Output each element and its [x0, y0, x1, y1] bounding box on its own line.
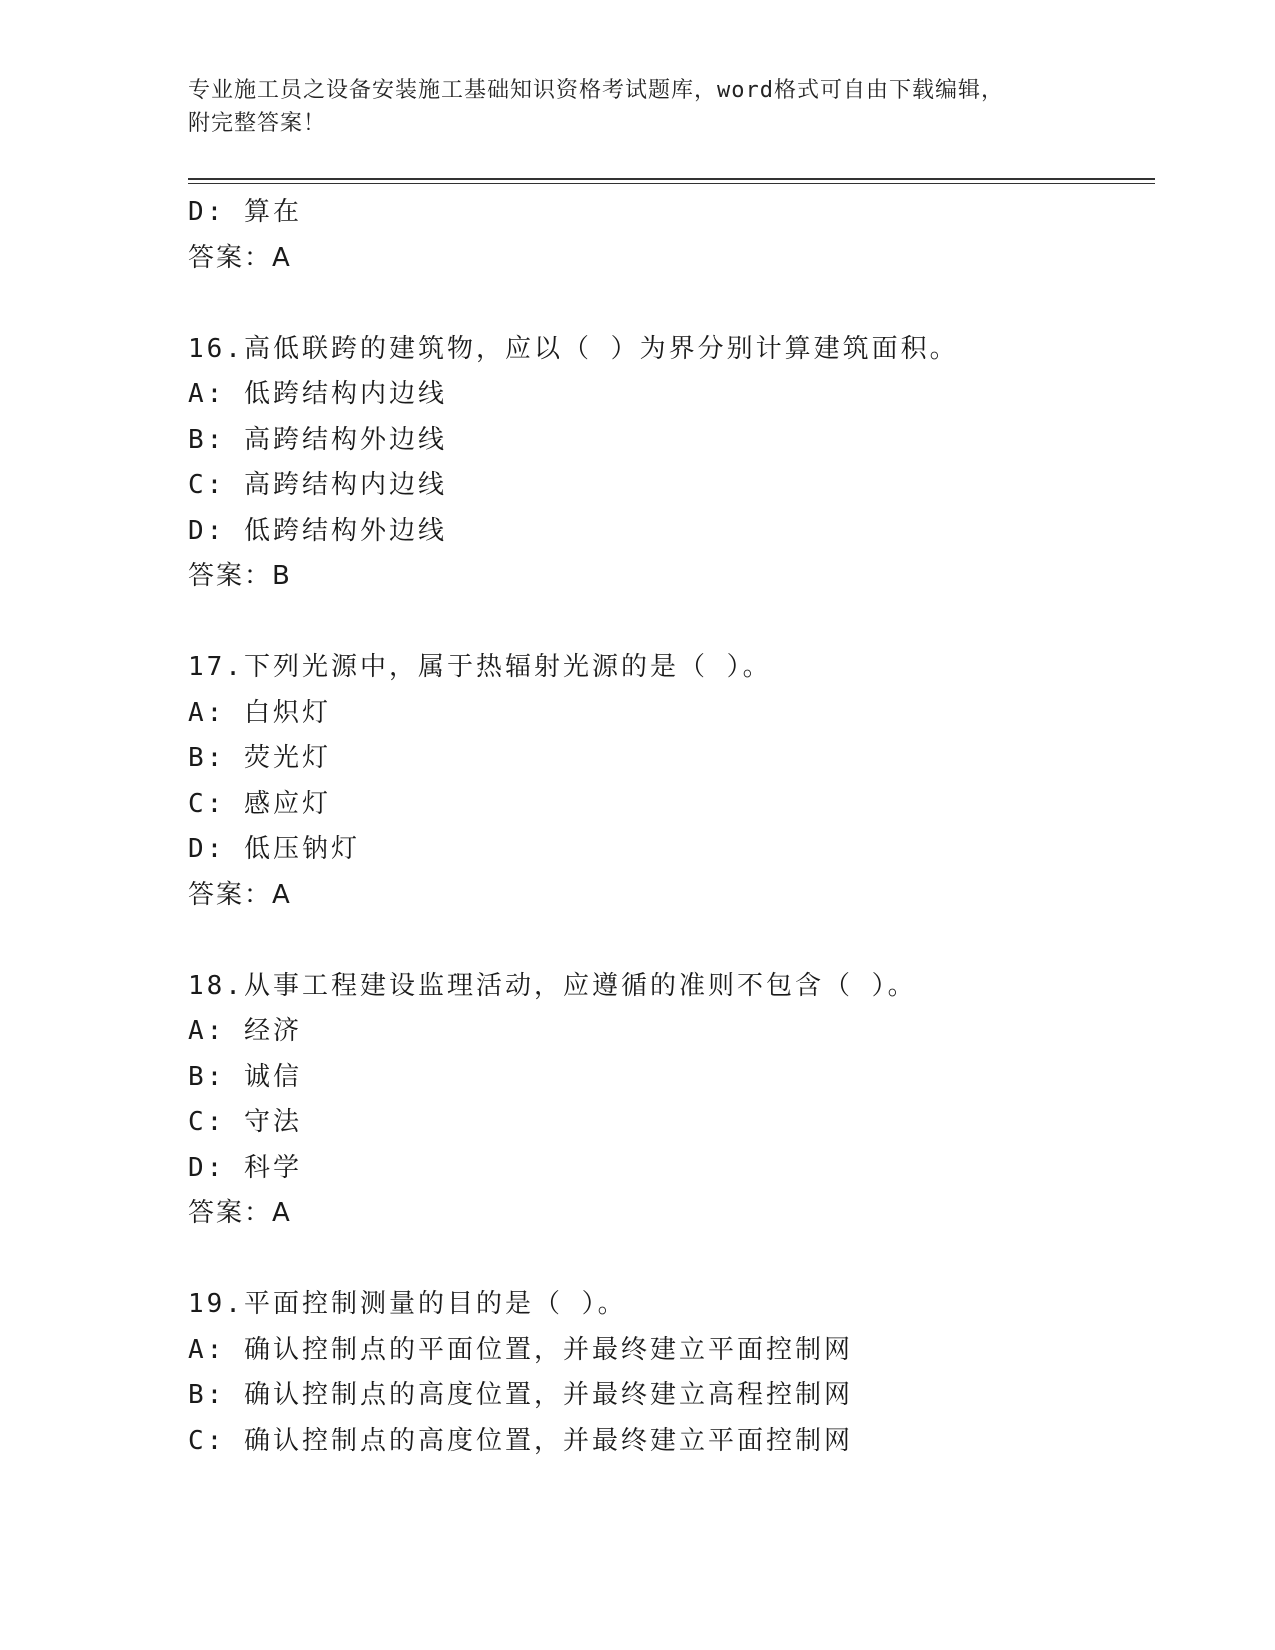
option-c: C: 感应灯: [188, 788, 331, 819]
prev-option-d: D: 算在: [188, 197, 302, 227]
option-b: B: 高跨结构外边线: [188, 424, 447, 455]
question-stem: 17.下列光源中，属于热辐射光源的是（ ）。: [188, 652, 772, 682]
option-c: C: 确认控制点的高度位置，并最终建立平面控制网: [188, 1425, 853, 1456]
option-a: A: 低跨结构内边线: [188, 379, 447, 409]
option-b: B: 荧光灯: [188, 743, 331, 773]
option-d: D: 低压钠灯: [188, 834, 360, 864]
question-stem: 19.平面控制测量的目的是（ ）。: [188, 1289, 627, 1319]
question-stem: 16.高低联跨的建筑物，应以（ ）为界分别计算建筑面积。: [188, 333, 959, 364]
prev-answer: 答案：A: [188, 242, 292, 273]
header-rule-thick: [188, 178, 1155, 180]
option-c: C: 守法: [188, 1107, 302, 1137]
spacer: [188, 600, 1148, 646]
question-list: [188, 190, 1148, 1464]
question-stem: 18.从事工程建设监理活动，应遵循的准则不包含（ ）。: [188, 970, 917, 1001]
spacer: [188, 918, 1148, 964]
question-16: [188, 327, 1148, 600]
question-17: [188, 645, 1148, 918]
option-c: C: 高跨结构内边线: [188, 470, 447, 500]
header-rule-thin: [188, 183, 1155, 184]
answer: 答案：A: [188, 1198, 292, 1228]
option-a: A: 经济: [188, 1016, 302, 1046]
option-b: B: 诚信: [188, 1061, 302, 1092]
answer: 答案：A: [188, 879, 292, 910]
option-d: D: 科学: [188, 1152, 302, 1183]
option-a: A: 确认控制点的平面位置，并最终建立平面控制网: [188, 1334, 853, 1365]
option-b: B: 确认控制点的高度位置，并最终建立高程控制网: [188, 1380, 853, 1410]
question-18: [188, 964, 1148, 1237]
option-a: A: 白炽灯: [188, 697, 331, 728]
spacer: [188, 281, 1148, 327]
option-d: D: 低跨结构外边线: [188, 515, 447, 546]
document-header: [188, 74, 1088, 140]
answer: 答案：B: [188, 561, 292, 591]
header-line-2: 附完整答案！: [188, 111, 327, 136]
header-line-1: 专业施工员之设备安装施工基础知识资格考试题库，word格式可自由下载编辑，: [188, 78, 1004, 103]
question-19: [188, 1282, 1148, 1464]
spacer: [188, 1237, 1148, 1283]
